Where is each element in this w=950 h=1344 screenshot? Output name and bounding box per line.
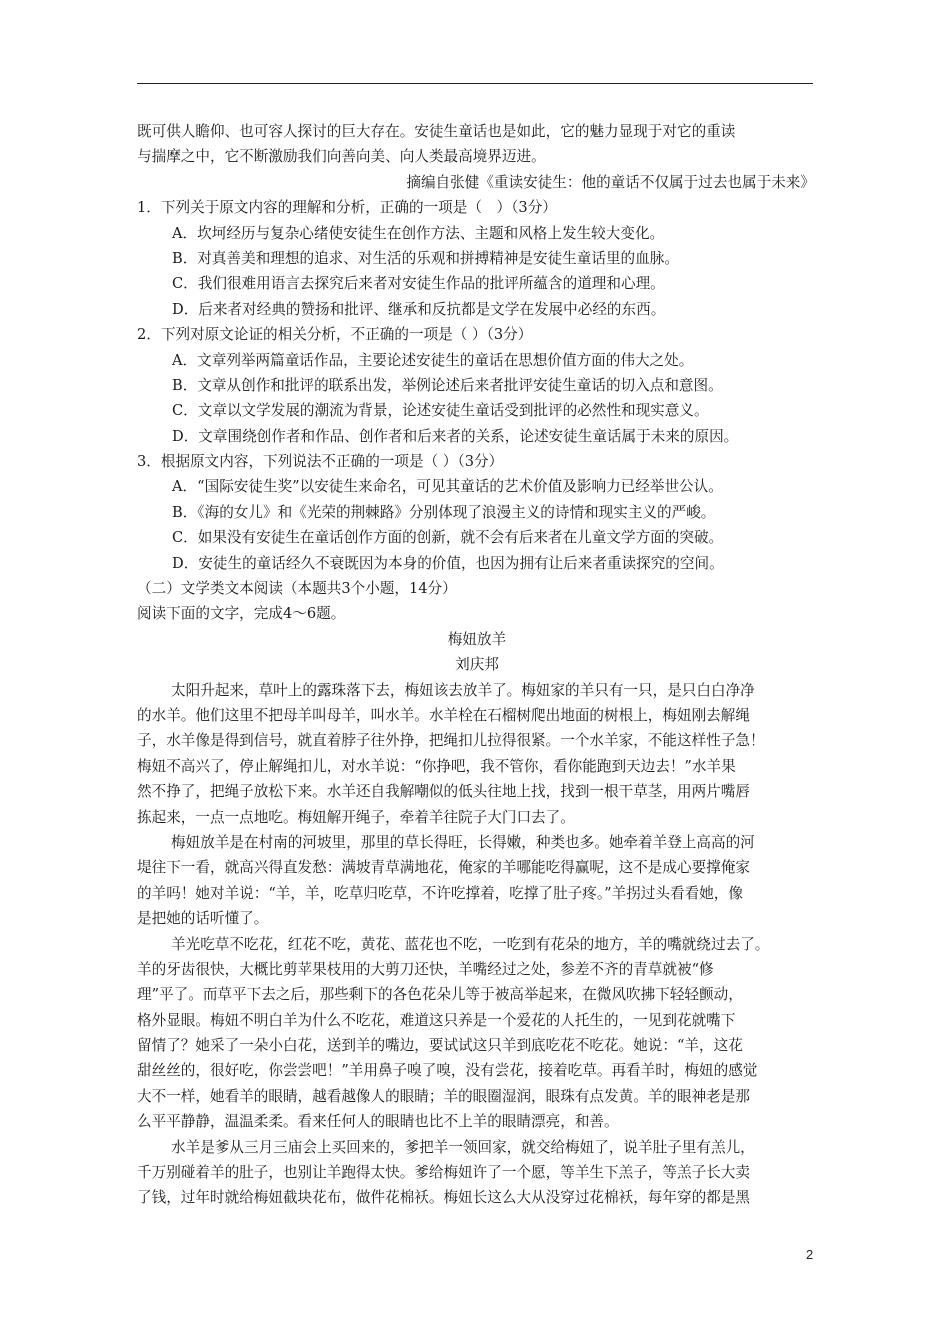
story-line: 留情了？她采了一朵小白花，送到羊的嘴边，要试试这只羊到底吃花不吃花。她说：“羊，这花: [137, 1037, 743, 1055]
story-line: 的水羊。他们这里不把母羊叫母羊，叫水羊。水羊栓在石榴树爬出地面的树根上，梅妞刚去解绳: [137, 706, 750, 724]
story-line: 梅妞不高兴了，停止解绳扣儿，对水羊说：“你挣吧，我不管你，看你能跑到天边去！”水羊果: [137, 757, 736, 775]
header-rule: [137, 83, 813, 84]
story-line: 了钱，过年时就给梅妞截块花布，做件花棉袄。梅妞长这么大从没穿过花棉袄，每年穿的都是黑: [137, 1189, 750, 1207]
story-line: 是把她的话听懂了。: [137, 910, 269, 928]
story-line: 羊光吃草不吃花，红花不吃，黄花、蓝花也不吃，一吃到有花朵的地方，羊的嘴就绕过去了。: [171, 935, 770, 953]
question-stem-2: 2．下列对原文论证的相关分析，不正确的一项是（ ）（3分）: [137, 326, 533, 344]
question-2-option-d: D．文章围绕创作者和作品、创作者和后来者的关系，论述安徒生童话属于未来的原因。: [172, 427, 739, 445]
story-line: 羊的牙齿很快，大概比剪苹果枝用的大剪刀还快，羊嘴经过之处，参差不齐的青草就被“修: [137, 960, 714, 978]
page-number: 2: [806, 1247, 814, 1262]
story-line: 然不挣了，把绳子放松下来。水羊还自我解嘲似的低头往地上找，找到一根干草茎，用两片嘴唇: [137, 783, 750, 801]
story-text: [137, 678, 817, 1211]
story-line: 梅妞放羊是在村南的河坡里，那里的草长得旺，长得嫩，种类也多。她牵着羊登上高高的河: [171, 833, 755, 851]
story-line: 水羊是爹从三月三庙会上买回来的，爹把羊一领回家，就交给梅妞了，说羊肚子里有羔儿，: [171, 1138, 755, 1156]
question-2-option-b: B．文章从创作和批评的联系出发，举例论述后来者批评安徒生童话的切入点和意图。: [172, 376, 723, 394]
section-heading: （二）文学类文本阅读（本题共3个小题，14分）: [137, 580, 457, 598]
question-3-option-b: B．《海的女儿》和《光荣的荆棘路》分别体现了浪漫主义的诗情和现实主义的严峻。: [172, 503, 716, 521]
story-line: 大不一样，她看羊的眼睛，越看越像人的眼睛；羊的眼圈湿润，眼珠有点发黄。羊的眼神老是那: [137, 1087, 750, 1105]
question-3-option-c: C．如果没有安徒生在童话创作方面的创新，就不会有后来者在儿童文学方面的突破。: [172, 529, 724, 547]
story-line: 理”平了。而草平下去之后，那些剩下的各色花朵儿等于被高举起来，在微风吹拂下轻轻颤动，: [137, 986, 743, 1004]
paragraph-end-line: 与揣摩之中，它不断激励我们向善向美、向人类最高境界迈进。: [137, 148, 546, 166]
reading-instruction: 阅读下面的文字，完成4～6题。: [137, 605, 346, 623]
page-body: [137, 119, 817, 1211]
story-line: 么平平静静，温温柔柔。看来任何人的眼睛也比不上羊的眼睛漂亮，和善。: [137, 1113, 619, 1131]
question-1-option-b: B．对真善美和理想的追求、对生活的乐观和拼搏精神是安徒生童话里的血脉。: [172, 249, 679, 267]
question-stem-1: 1．下列关于原文内容的理解和分析，正确的一项是（ ）（3分）: [137, 199, 557, 217]
question-stem-3: 3．根据原文内容，下列说法不正确的一项是（ ）（3分）: [137, 453, 504, 471]
question-3-option-a: A．“国际安徒生奖”以安徒生来命名，可见其童话的艺术价值及影响力已经举世公认。: [172, 478, 723, 496]
question-2-option-a: A．文章列举两篇童话作品，主要论述安徒生的童话在思想价值方面的伟大之处。: [172, 351, 694, 369]
source-citation: 摘编自张健《重读安徒生：他的童话不仅属于过去也属于未来》: [406, 173, 815, 191]
story-line: 甜丝丝的，很好吃，你尝尝吧！”羊用鼻子嗅了嗅，没有尝花，接着吃草。再看羊时，梅妞的感觉: [137, 1062, 758, 1080]
story-line: 太阳升起来，草叶上的露珠落下去，梅妞该去放羊了。梅妞家的羊只有一只，是只白白净净: [171, 681, 755, 699]
story-line: 千万别碰着羊的肚子，也别让羊跑得太快。爹给梅妞许了一个愿，等羊生下羔子，等羔子长大卖: [137, 1164, 750, 1182]
question-1-option-a: A．坎坷经历与复杂心绪使安徒生在创作方法、主题和风格上发生较大变化。: [172, 224, 665, 242]
story-title: 梅妞放羊: [447, 630, 507, 648]
story-author: 刘庆邦: [455, 656, 499, 674]
story-line: 子，水羊像是得到信号，就直着脖子往外挣，把绳扣儿拉得很紧。一个水羊家，不能这样性子急！: [137, 732, 765, 750]
question-3-option-d: D．安徒生的童话经久不衰既因为本身的价值，也因为拥有让后来者重读探究的空间。: [172, 554, 724, 572]
question-1-option-c: C．我们很难用语言去探究后来者对安徒生作品的批评所蕴含的道理和心理。: [172, 275, 665, 293]
story-line: 堤往下一看，就高兴得直发愁：满坡青草满地花，俺家的羊哪能吃得赢呢，这不是成心要撑俺家: [137, 859, 750, 877]
question-2-option-c: C．文章以文学发展的潮流为背景，论述安徒生童话受到批评的必然性和现实意义。: [172, 402, 709, 420]
story-line: 格外显眼。梅妞不明白羊为什么不吃花，难道这只养是一个爱花的人托生的，一见到花就嘴下: [137, 1011, 736, 1029]
story-line: 拣起来，一点一点地吃。梅妞解开绳子，牵着羊往院子大门口去了。: [137, 808, 575, 826]
paragraph-end-line: 既可供人瞻仰、也可容人探讨的巨大存在。安徒生童话也是如此，它的魅力显现于对它的重读: [137, 123, 736, 140]
question-1-option-d: D．后来者对经典的赞扬和批评、继承和反抗都是文学在发展中必经的东西。: [172, 300, 666, 318]
story-line: 的羊吗！她对羊说：“羊，羊，吃草归吃草，不许吃撑着，吃撑了肚子疼。”羊拐过头看看她，像: [137, 884, 743, 902]
